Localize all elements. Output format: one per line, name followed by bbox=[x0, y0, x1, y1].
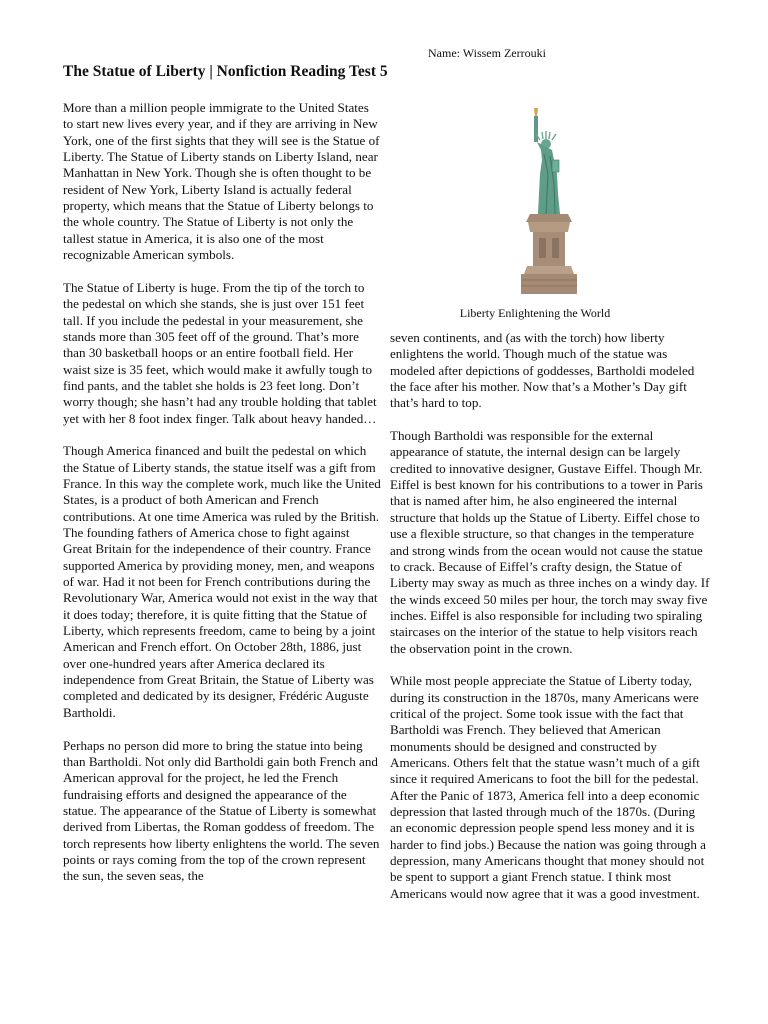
paragraph-seven-continents: seven continents, and (as with the torch) how liberty enlightens the world. Though much of the statue was modeled after depictions of goddesses, Bartholdi modeled the face after his mother. Now that’s a Mother’s Day gift that’s hard to top. bbox=[390, 330, 695, 411]
paragraph-bartholdi: Perhaps no person did more to bring the statue into being than Bartholdi. Not only did Bartholdi gain both French and American approval for the project, he led the French fundraising efforts and designed the appearance of the statue. The appearance of the Statue of Liberty is somewhat derived from Libertas, the Roman goddess of freedom. The torch represents how liberty enlightens the world. The seven points or rays coming from the top of the crown represent the sun, the seven seas, the bbox=[63, 737, 380, 884]
student-name-line: Name: Wissem Zerrouki bbox=[428, 46, 546, 60]
statue-of-liberty-image bbox=[488, 104, 608, 300]
paragraph-intro: More than a million people immigrate to the United States to start new lives every year, and if they are arriving in New York, one of the first sights that they will see is the Statue of Liberty. The Statue of Liberty stands on Liberty Island, near Manhattan in New York. Though she is often thought to be resident of New York, Liberty Island is actually federal property, which means that the Statue of Liberty belongs to the whole country. The Statue of Liberty is not only the tallest statue in America, it is also one of the most recognizable American symbols. bbox=[63, 100, 380, 263]
paragraph-gift-from-france: Though America financed and built the pedestal on which the Statue of Liberty stands, the statue itself was a gift from France. In this way the complete work, much like the United States, is a product of both American and French contributions. At one time America was ruled by the British. The founding fathers of America chose to fight against Great Britain for the independence of their country. France supported America by providing money, men, and weapons of war. Had it not been for French contributions during the Revolutionary War, America would not exist in the way that it does today; therefore, it is quite fitting that the Statue of Liberty, which represents freedom, came to being by a joint American and French effort. On October 28th, 1886, just over one-hundred years after America declared its independence from Great Britain, the Statue of Liberty was completed and dedicated by its designer, Frédéric Auguste Bartholdi. bbox=[63, 443, 381, 720]
statue-illustration bbox=[521, 108, 577, 294]
left-column bbox=[63, 100, 381, 901]
right-column bbox=[390, 330, 710, 919]
figure-caption: Liberty Enlightening the World bbox=[459, 306, 611, 320]
paragraph-criticism: While most people appreciate the Statue of Liberty today, during its construction in the 1870s, many Americans were critical of the project. Some took issue with the fact that Bartholdi was French. They believed that American monuments should be designed and constructed by Americans. Others felt that the statue wasn’t much of a gift since it required Americans to foot the bill for the pedestal. After the Panic of 1873, America fell into a deep economic depression that lasted through much of the 1870s. (During an economic depression people spend less money and it is harder to find jobs.) Because the nation was going through a depression, many Americans thought that money should not be spent to support a giant French statue. I think most Americans would now agree that it was a good investment. bbox=[390, 673, 706, 901]
paragraph-size: The Statue of Liberty is huge. From the tip of the torch to the pedestal on which she stands, she is just over 151 feet tall. If you include the pedestal in your measurement, she stands more than 305 feet off of the ground. That’s more than 30 basketball hoops or an entire football field. Her waist size is 35 feet, which would make it awfully tough to find pants, and the tablet she holds is 23 feet long. Don’t worry though; she hasn’t had any trouble holding that tablet yet with her 8 foot index finger. Talk about heavy handed… bbox=[63, 279, 377, 426]
paragraph-eiffel: Though Bartholdi was responsible for the external appearance of statute, the internal design can be largely credited to innovative designer, Gustave Eiffel. Though Mr. Eiffel is best known for his contributions to a tower in Paris that is named after him, he also engineered the internal structure that holds up the Statue of Liberty. Eiffel chose to use a flexible structure, so that changes in the temperature and strong winds from the ocean would not cause the statue to crack. Because of Eiffel’s crafty design, the Statue of Liberty may sway as much as three inches on a windy day. If the winds exceed 50 miles per hour, the torch may sway five inches. Eiffel is also responsible for including two spiraling staircases on the interior of the statue to help visitors reach the observation point in the crown. bbox=[390, 428, 710, 656]
page-title: The Statue of Liberty | Nonfiction Reading Test 5 bbox=[63, 63, 388, 80]
